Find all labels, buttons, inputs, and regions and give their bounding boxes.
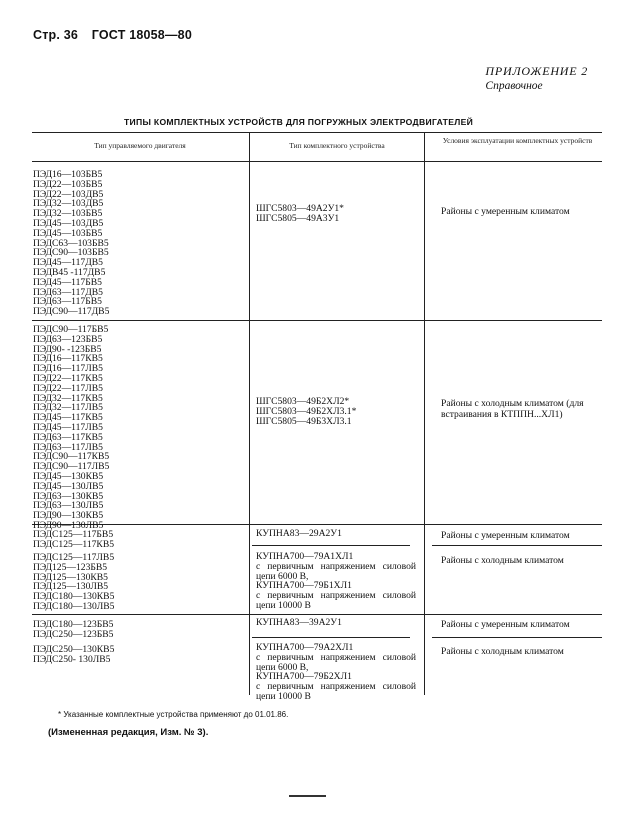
operating-conditions: Районы с холодным климатом (для встраивания в КТППН...ХЛ1) xyxy=(441,398,584,420)
operating-conditions: Районы с холодным климатом xyxy=(441,646,564,657)
appendix-title: ПРИЛОЖЕНИЕ 2 xyxy=(485,64,588,78)
device-type: ШГС5803—49Б2ХЛ3.1* xyxy=(256,405,357,417)
operating-conditions: Районы с умеренным климатом xyxy=(441,619,570,630)
motor-type: ПЭД22—117ЛВ5 xyxy=(33,382,103,394)
footnote: * Указанные комплектные устройства применяют до 01.01.86. xyxy=(58,710,289,719)
motor-type: ПЭДС90—117ДВ5 xyxy=(33,306,110,318)
motor-type: ПЭД32—103БВ5 xyxy=(33,208,103,220)
device-note: с первичным напряжением силовой xyxy=(256,651,416,663)
device-note: цепи 10000 В xyxy=(256,690,311,702)
motor-type: ПЭДС90—117ЛВ5 xyxy=(33,461,110,473)
header-conditions: Условия эксплуатации комплектных устройств xyxy=(442,136,593,145)
row-separator xyxy=(32,320,602,321)
header-device-type: Тип комплектного устройства xyxy=(289,141,385,150)
motor-type: ПЭД63—130КВ5 xyxy=(33,490,104,502)
motor-type: ПЭДС250- 130ЛВ5 xyxy=(33,653,111,665)
motor-type: ПЭДС125—117КВ5 xyxy=(33,538,115,550)
motor-type: ПЭД45—103ДВ5 xyxy=(33,217,104,229)
motor-list xyxy=(33,620,113,640)
motor-type: ПЭД45—117ДВ5 xyxy=(33,257,103,269)
device-list xyxy=(256,397,356,426)
device-list xyxy=(256,552,416,611)
motor-type: ПЭД90—130КВ5 xyxy=(33,510,104,522)
motor-type: ПЭД125—123БВ5 xyxy=(33,561,108,573)
motor-list xyxy=(33,645,114,665)
page-number: Стр. 36 xyxy=(33,28,79,42)
motor-type: ПЭД45—130ЛВ5 xyxy=(33,480,104,492)
motor-type: ПЭД90—130ЛВ5 xyxy=(33,519,104,531)
motor-type: ПЭД45—130КВ5 xyxy=(33,470,104,482)
motor-type: ПЭДС63—103БВ5 xyxy=(33,237,109,249)
table-title: ТИПЫ КОМПЛЕКТНЫХ УСТРОЙСТВ ДЛЯ ПОГРУЖНЫХ ЭЛЕКТРОДВИГАТЕЛЕЙ xyxy=(124,117,474,127)
device-note: цепи 10000 В xyxy=(256,599,311,611)
device-list xyxy=(256,204,344,224)
device-list xyxy=(256,529,342,539)
motor-type: ПЭДС125—117БВ5 xyxy=(33,529,114,540)
device-type: ШГС5803—49А2У1* xyxy=(256,203,344,214)
motor-type: ПЭДС180—123БВ5 xyxy=(33,619,114,630)
motor-type: ПЭДС180—130ЛВ5 xyxy=(33,600,115,612)
motor-type: ПЭД16—117КВ5 xyxy=(33,353,103,365)
appendix-subtitle: Справочное xyxy=(485,80,543,92)
table-top-rule xyxy=(32,132,602,133)
motor-type: ПЭДС90—103БВ5 xyxy=(33,247,109,259)
appendix-label xyxy=(485,64,588,94)
motor-type: ПЭД16—117ЛВ5 xyxy=(33,363,103,375)
device-type: ШГС5805—49А3У1 xyxy=(256,212,340,224)
row-separator-short xyxy=(432,637,602,638)
motor-type: ПЭДС180—130КВ5 xyxy=(33,591,115,603)
motor-type: ПЭДС250—123БВ5 xyxy=(33,628,114,640)
device-type: КУПНА700—79Б2ХЛ1 xyxy=(256,671,352,683)
motor-type: ПЭД63—117ЛВ5 xyxy=(33,441,103,453)
device-note: с первичным напряжением силовой xyxy=(256,681,416,693)
device-type: КУПНА700—79А1ХЛ1 xyxy=(256,551,354,562)
motor-type: ПЭДС90—117БВ5 xyxy=(33,324,109,335)
row-separator xyxy=(32,614,602,615)
device-type: КУПНА700—79Б1ХЛ1 xyxy=(256,580,352,592)
motor-type: ПЭД125—130ЛВ5 xyxy=(33,581,109,593)
device-note: с первичным напряжением силовой xyxy=(256,590,416,602)
motor-type: ПЭД45—117ЛВ5 xyxy=(33,421,103,433)
page-end-mark xyxy=(289,795,326,797)
header-bottom-rule xyxy=(32,161,602,162)
motor-list xyxy=(33,530,114,550)
motor-type: ПЭД45—117КВ5 xyxy=(33,412,103,424)
device-note: цепи 6000 В, xyxy=(256,570,309,582)
row-separator-short xyxy=(432,545,602,546)
motor-type: ПЭДВ45 -117ДВ5 xyxy=(33,266,106,278)
device-type: КУПНА83—39А2У1 xyxy=(256,617,342,628)
motor-list xyxy=(33,553,114,612)
row-separator-short xyxy=(252,545,410,546)
device-type: ШГС5805—49Б3ХЛ3.1 xyxy=(256,415,352,427)
row-separator-short xyxy=(252,637,410,638)
motor-type: ПЭД125—130КВ5 xyxy=(33,571,108,583)
device-type: ШГС5803—49Б2ХЛ2* xyxy=(256,396,350,407)
motor-type: ПЭД45—103БВ5 xyxy=(33,227,103,239)
standard-code: ГОСТ 18058—80 xyxy=(91,28,192,42)
motor-type: ПЭД63—130ЛВ5 xyxy=(33,500,104,512)
operating-conditions: Районы с холодным климатом xyxy=(441,555,564,566)
motor-type: ПЭД22—103БВ5 xyxy=(33,178,103,190)
motor-type: ПЭД63—117БВ5 xyxy=(33,296,102,308)
column-divider-2 xyxy=(424,132,425,695)
motor-type: ПЭД45—117БВ5 xyxy=(33,276,102,288)
header-motor-type: Тип управляемого двигателя xyxy=(94,141,186,150)
motor-type: ПЭД16—103БВ5 xyxy=(33,169,103,180)
motor-type: ПЭД22—117КВ5 xyxy=(33,372,103,384)
device-type: КУПНА83—29А2У1 xyxy=(256,528,342,539)
device-list xyxy=(256,643,416,702)
motor-list xyxy=(33,170,109,317)
revision-note: (Измененная редакция, Изм. № 3). xyxy=(48,727,209,738)
page-header xyxy=(33,28,202,42)
motor-type: ПЭД90- -123БВ5 xyxy=(33,343,102,355)
motor-type: ПЭДС90—117КВ5 xyxy=(33,451,110,463)
motor-type: ПЭД32—103ДВ5 xyxy=(33,198,104,210)
device-note: с первичным напряжением силовой xyxy=(256,560,416,572)
operating-conditions: Районы с умеренным климатом xyxy=(441,530,570,541)
motor-type: ПЭД63—123БВ5 xyxy=(33,333,103,345)
motor-list xyxy=(33,325,109,531)
device-type: КУПНА700—79А2ХЛ1 xyxy=(256,642,354,653)
row-separator xyxy=(32,524,602,525)
motor-type: ПЭД32—117КВ5 xyxy=(33,392,103,404)
motor-type: ПЭДС250—130КВ5 xyxy=(33,644,115,655)
motor-type: ПЭД63—117ДВ5 xyxy=(33,286,103,298)
motor-type: ПЭД63—117КВ5 xyxy=(33,431,103,443)
motor-type: ПЭД22—103ДВ5 xyxy=(33,188,104,200)
motor-type: ПЭД32—117ЛВ5 xyxy=(33,402,103,414)
column-divider-1 xyxy=(249,132,250,695)
device-note: цепи 6000 В, xyxy=(256,661,309,673)
device-list xyxy=(256,618,342,628)
motor-type: ПЭДС125—117ЛВ5 xyxy=(33,552,115,563)
operating-conditions: Районы с умеренным климатом xyxy=(441,206,570,217)
